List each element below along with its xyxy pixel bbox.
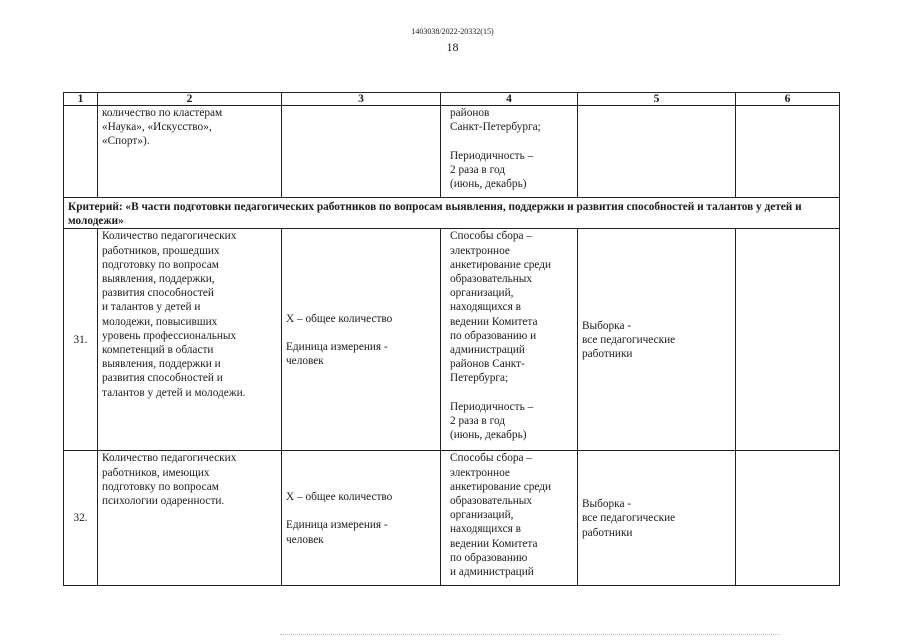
column-header: 2 <box>98 93 282 106</box>
formula-cell: X – общее количество Единица измерения - человек <box>282 229 441 451</box>
table-row <box>64 229 840 451</box>
criterion-heading: Критерий: «В части подготовки педагогических работников по вопросам выявления, поддержки и развития способностей и талантов у детей и молодежи» <box>64 198 840 229</box>
criteria-table <box>63 92 840 586</box>
column-header: 4 <box>441 93 578 106</box>
note-cell <box>736 451 840 586</box>
formula-cell <box>282 106 441 198</box>
column-header: 5 <box>578 93 736 106</box>
criterion-row <box>64 198 840 229</box>
indicator-cell: Количество педагогических работников, имеющих подготовку по вопросам психологии одаренности. <box>98 451 282 586</box>
column-header: 3 <box>282 93 441 106</box>
page-number: 18 <box>446 40 459 54</box>
table-row-continuation <box>64 106 840 198</box>
row-number-cell <box>64 106 98 198</box>
scan-edge-line <box>280 634 780 635</box>
formula-cell: X – общее количество Единица измерения - человек <box>282 451 441 586</box>
table-header-row <box>64 93 840 106</box>
method-cell: Способы сбора – электронное анкетирование среди образовательных организаций, находящихся в ведении Комитета по образованию и администраций районов Санкт- Петербурга; Периодичность – 2 раза в год (июнь, декабрь) <box>441 229 578 451</box>
note-cell <box>736 229 840 451</box>
indicator-cell: количество по кластерам «Наука», «Искусство», «Спорт»). <box>98 106 282 198</box>
indicator-cell: Количество педагогических работников, прошедших подготовку по вопросам выявления, поддержки, развития способностей и талантов у детей и молодежи, повысивших уровень профессиональных компетенций в области выявления, поддержки и развития способностей и талантов у детей и молодежи. <box>98 229 282 451</box>
column-header: 1 <box>64 93 98 106</box>
document-number: 1403038/2022-20332(15) <box>411 27 494 36</box>
row-number-cell: 31. <box>64 229 98 451</box>
table-row <box>64 451 840 586</box>
sample-cell <box>578 106 736 198</box>
note-cell <box>736 106 840 198</box>
sample-cell: Выборка - все педагогические работники <box>578 229 736 451</box>
method-cell: районов Санкт-Петербурга; Периодичность – 2 раза в год (июнь, декабрь) <box>441 106 578 198</box>
row-number-cell: 32. <box>64 451 98 586</box>
method-cell: Способы сбора – электронное анкетирование среди образовательных организаций, находящихся в ведении Комитета по образованию и администраций <box>441 451 578 586</box>
sample-cell: Выборка - все педагогические работники <box>578 451 736 586</box>
column-header: 6 <box>736 93 840 106</box>
